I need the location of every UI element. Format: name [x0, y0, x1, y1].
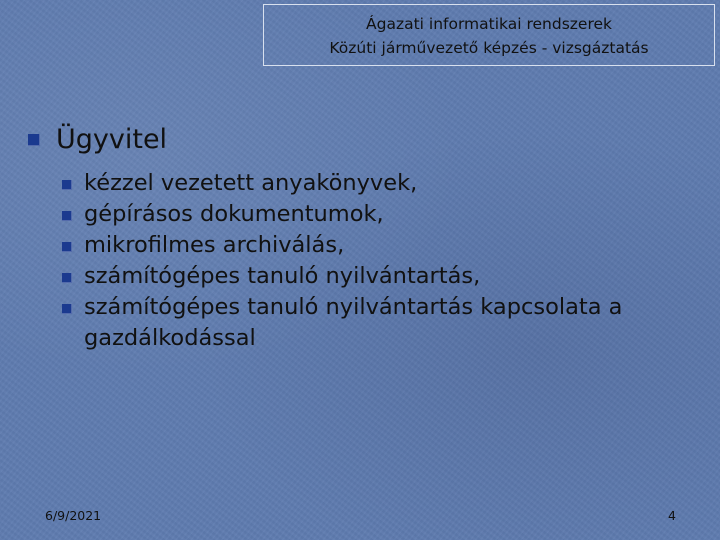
sub-bullet-item [62, 168, 702, 199]
main-bullet-item [28, 120, 167, 160]
footer-date: 6/9/2021 [45, 508, 102, 523]
sub-bullet-item [62, 230, 702, 261]
square-bullet-icon [62, 242, 72, 252]
square-bullet-icon [62, 211, 72, 221]
sub-bullet-label: számítógépes tanuló nyilvántartás kapcsolata a gazdálkodással [84, 294, 630, 351]
header-title-line2: Közúti járművezető képzés - vizsgáztatás [329, 39, 649, 57]
square-bullet-icon [62, 180, 72, 190]
slide-number: 4 [668, 508, 676, 523]
slide-header-box [263, 4, 715, 66]
sub-bullet-list [62, 168, 702, 354]
sub-bullet-label: gépírásos dokumentumok, [84, 201, 384, 227]
square-bullet-icon [62, 273, 72, 283]
square-bullet-icon [62, 304, 72, 314]
header-title-line1: Ágazati informatikai rendszerek [366, 15, 612, 33]
square-bullet-icon [28, 134, 40, 146]
sub-bullet-label: számítógépes tanuló nyilvántartás, [84, 263, 481, 289]
sub-bullet-item [62, 292, 702, 354]
main-bullet-label: Ügyvitel [56, 124, 168, 155]
sub-bullet-item [62, 261, 702, 292]
sub-bullet-item [62, 199, 702, 230]
sub-bullet-label: kézzel vezetett anyakönyvek, [84, 170, 418, 196]
sub-bullet-label: mikrofilmes archiválás, [84, 232, 345, 258]
